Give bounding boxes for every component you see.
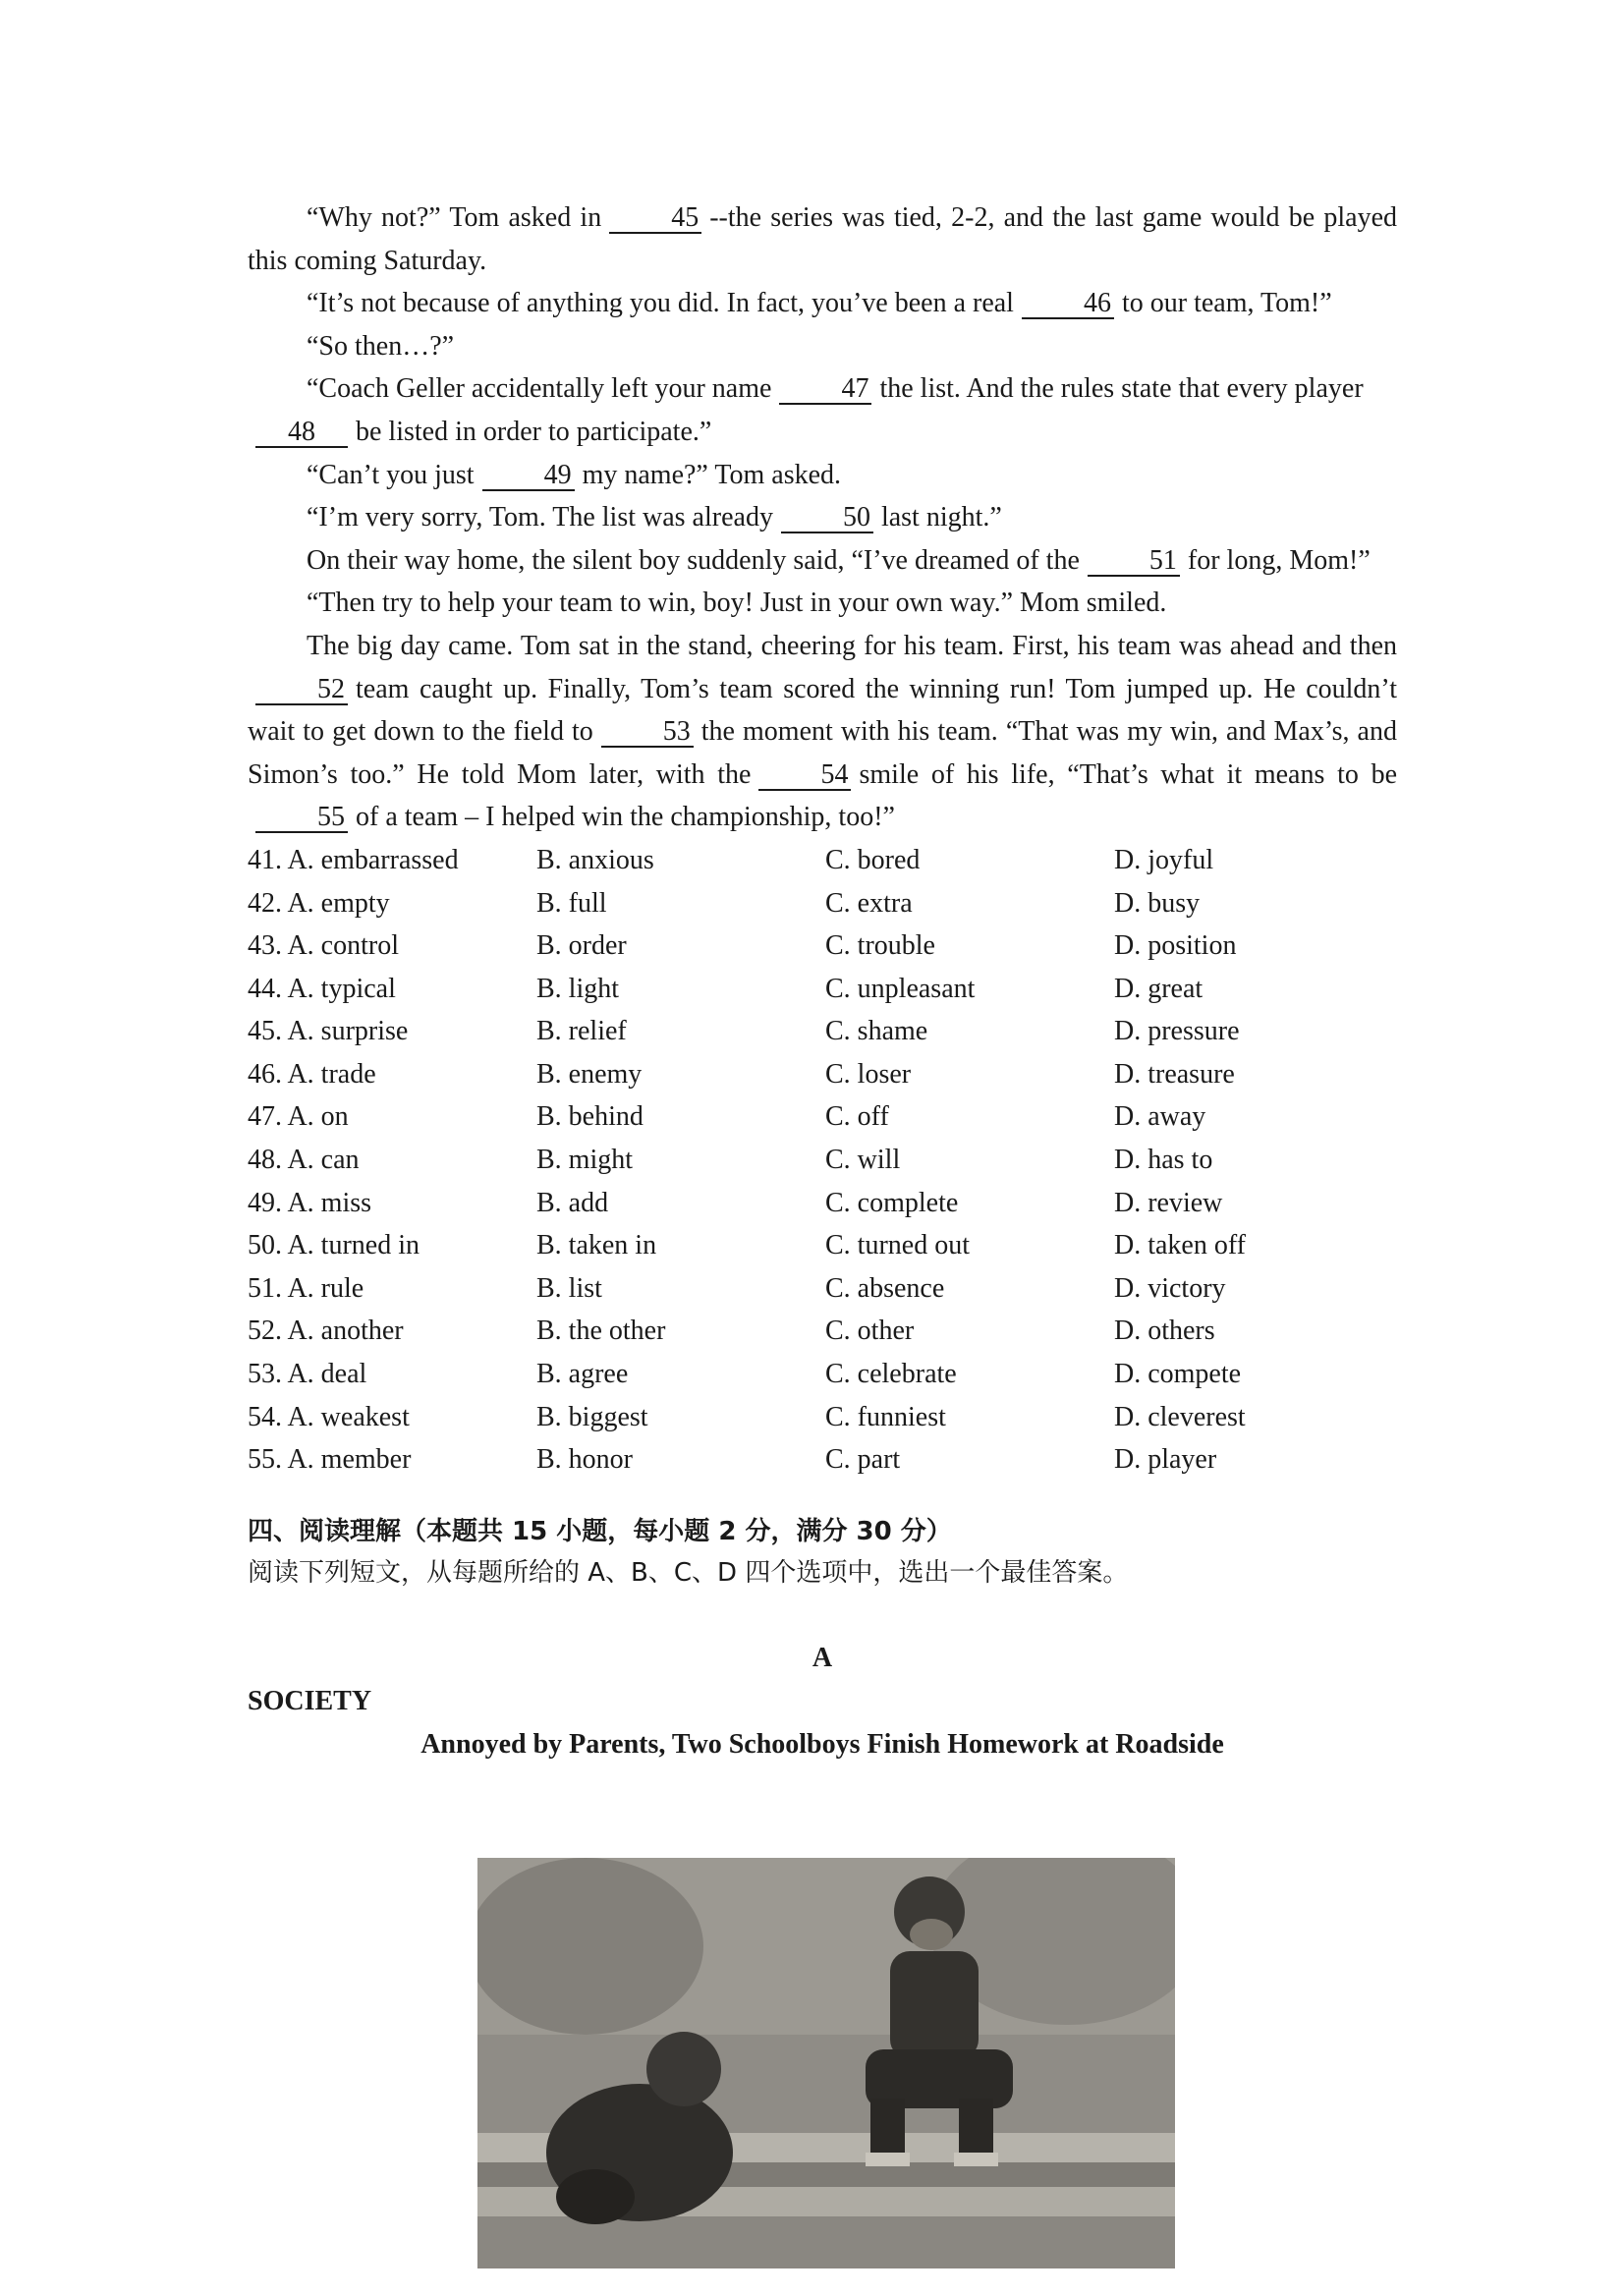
passage-paragraph <box>248 367 1397 411</box>
blank-number: 51 <box>1088 547 1180 577</box>
option-choice: D. joyful <box>1114 844 1214 875</box>
option-choice: D. busy <box>1114 887 1201 919</box>
option-choice: B. might <box>536 1145 634 1176</box>
passage-letter: A <box>812 1642 833 1673</box>
option-row <box>248 1053 1397 1096</box>
paragraph-text-after: last night.” <box>880 502 1002 533</box>
option-choice: D. others <box>1114 1316 1215 1347</box>
paragraph-text: “Then try to help your team to win, boy! Just in your own way.” Mom smiled. <box>307 588 1167 619</box>
option-row <box>248 1267 1397 1311</box>
passage-paragraph <box>248 411 1397 454</box>
section-heading: 四、阅读理解（本题共 15 小题，每小题 2 分，满分 30 分） <box>248 1516 952 1546</box>
option-row <box>248 1396 1397 1439</box>
final-text-3: the moment with his team. “That was my win, and Max’s, and Simon’s too.” He told Mom later, with the <box>248 716 1397 790</box>
paragraph-text-before: “Can’t you just <box>307 459 475 490</box>
option-choice: 41. A. embarrassed <box>248 844 459 875</box>
option-row <box>248 1224 1397 1267</box>
option-row <box>248 1438 1397 1482</box>
option-choice: C. will <box>825 1145 901 1176</box>
option-row <box>248 839 1397 882</box>
option-choice: C. funniest <box>825 1401 946 1432</box>
option-choice: C. trouble <box>825 930 935 962</box>
blank-number: 47 <box>779 375 871 405</box>
option-choice: B. biggest <box>536 1401 648 1432</box>
option-choice: 44. A. typical <box>248 973 396 1004</box>
section-instruction: 阅读下列短文，从每题所给的 A、B、C、D 四个选项中，选出一个最佳答案。 <box>248 1557 1129 1588</box>
option-choice: D. position <box>1114 930 1237 962</box>
option-choice: D. treasure <box>1114 1058 1235 1090</box>
paragraph-text-after: the list. And the rules state that every player <box>879 373 1364 405</box>
passage-paragraph <box>248 582 1397 625</box>
option-choice: 43. A. control <box>248 930 399 962</box>
paragraph-text-before: “It’s not because of anything you did. In fact, you’ve been a real <box>307 288 1014 319</box>
blank-number: 49 <box>482 462 575 491</box>
passage-paragraph <box>248 539 1397 583</box>
option-choice: C. part <box>825 1444 901 1476</box>
article-photo <box>477 1858 1175 2268</box>
paragraph-text-after: for long, Mom!” <box>1187 544 1371 576</box>
passage-paragraph <box>248 454 1397 497</box>
option-row <box>248 1095 1397 1139</box>
paragraph-text-after: --the series was tied, 2-2, and the last game would be played this coming Saturday. <box>248 202 1397 276</box>
paragraph-text-before: “Coach Geller accidentally left your name <box>307 373 772 405</box>
option-choice: B. taken in <box>536 1230 657 1261</box>
option-choice: 47. A. on <box>248 1101 349 1133</box>
final-text-2: team caught up. Finally, Tom’s team scored the winning run! Tom jumped up. He couldn’t wait to get down to the field to <box>248 673 1397 748</box>
option-choice: D. great <box>1114 973 1203 1004</box>
passage-paragraph <box>248 496 1397 539</box>
option-choice: 55. A. member <box>248 1444 412 1476</box>
paragraph-text-after: to our team, Tom!” <box>1121 288 1332 319</box>
option-choice: B. the other <box>536 1316 666 1347</box>
option-row <box>248 1310 1397 1353</box>
option-choice: D. pressure <box>1114 1016 1240 1047</box>
paragraph-text-after: be listed in order to participate.” <box>356 416 712 447</box>
blank-number: 50 <box>781 504 873 533</box>
option-choice: B. light <box>536 973 620 1004</box>
option-choice: 54. A. weakest <box>248 1401 410 1432</box>
photo-illustration <box>477 1858 1175 2268</box>
option-choice: C. absence <box>825 1272 945 1304</box>
option-choice: C. bored <box>825 844 921 875</box>
option-choice: B. full <box>536 887 607 919</box>
blank-number: 45 <box>609 204 701 234</box>
option-choice: 42. A. empty <box>248 887 390 919</box>
option-choice: C. unpleasant <box>825 973 976 1004</box>
option-choice: D. review <box>1114 1187 1223 1218</box>
final-text-1: The big day came. Tom sat in the stand, cheering for his team. First, his team was ahead and then <box>307 630 1397 661</box>
option-choice: B. relief <box>536 1016 627 1047</box>
option-row <box>248 882 1397 925</box>
option-choice: C. other <box>825 1316 915 1347</box>
option-choice: D. away <box>1114 1101 1206 1133</box>
option-choice: D. taken off <box>1114 1230 1246 1261</box>
option-choice: C. complete <box>825 1187 959 1218</box>
passage-paragraph <box>248 282 1397 325</box>
exam-page <box>248 196 1397 1766</box>
option-choice: 52. A. another <box>248 1316 404 1347</box>
passage-paragraph <box>248 325 1397 368</box>
category-label: SOCIETY <box>248 1685 372 1716</box>
blank-54: 54 <box>758 761 851 791</box>
answer-options <box>248 839 1397 1482</box>
paragraph-text-before: “Why not?” Tom asked in <box>307 202 602 233</box>
option-choice: B. enemy <box>536 1058 643 1090</box>
blank-53: 53 <box>601 718 694 748</box>
paragraph-text-after: my name?” Tom asked. <box>582 459 842 490</box>
option-choice: D. compete <box>1114 1359 1242 1390</box>
option-row <box>248 1010 1397 1053</box>
option-choice: D. has to <box>1114 1145 1213 1176</box>
option-row <box>248 968 1397 1011</box>
blank-55: 55 <box>255 804 348 833</box>
option-choice: B. order <box>536 930 627 962</box>
option-choice: C. loser <box>825 1058 912 1090</box>
option-choice: 45. A. surprise <box>248 1016 409 1047</box>
option-choice: 50. A. turned in <box>248 1230 420 1261</box>
option-choice: 49. A. miss <box>248 1187 372 1218</box>
option-choice: C. turned out <box>825 1230 970 1261</box>
option-choice: B. honor <box>536 1444 633 1476</box>
blank-number: 46 <box>1022 290 1114 319</box>
option-choice: B. agree <box>536 1359 629 1390</box>
final-text-5: of a team – I helped win the championship, too!” <box>356 802 895 833</box>
option-row <box>248 924 1397 968</box>
option-choice: C. off <box>825 1101 889 1133</box>
final-paragraph <box>248 625 1397 839</box>
paragraph-text-before: “I’m very sorry, Tom. The list was already <box>307 502 773 533</box>
final-text-4: smile of his life, “That’s what it means to be <box>859 758 1397 790</box>
option-choice: 46. A. trade <box>248 1058 376 1090</box>
option-choice: C. shame <box>825 1016 928 1047</box>
option-choice: 51. A. rule <box>248 1272 364 1304</box>
blank-52: 52 <box>255 676 348 705</box>
option-choice: C. celebrate <box>825 1359 957 1390</box>
option-choice: 48. A. can <box>248 1145 360 1176</box>
option-choice: B. add <box>536 1187 609 1218</box>
article-headline: Annoyed by Parents, Two Schoolboys Finish Homework at Roadside <box>420 1728 1224 1760</box>
cloze-passage <box>248 196 1397 625</box>
option-choice: D. cleverest <box>1114 1401 1246 1432</box>
option-choice: B. anxious <box>536 844 654 875</box>
paragraph-text: “So then…?” <box>307 330 455 362</box>
option-row <box>248 1139 1397 1182</box>
option-choice: B. list <box>536 1272 602 1304</box>
option-choice: 53. A. deal <box>248 1359 367 1390</box>
option-choice: D. player <box>1114 1444 1217 1476</box>
passage-paragraph <box>248 196 1397 282</box>
blank-number: 48 <box>255 419 348 448</box>
option-choice: B. behind <box>536 1101 644 1133</box>
option-row <box>248 1182 1397 1225</box>
paragraph-text-before: On their way home, the silent boy suddenly said, “I’ve dreamed of the <box>307 544 1080 576</box>
option-choice: C. extra <box>825 887 913 919</box>
option-choice: D. victory <box>1114 1272 1226 1304</box>
option-row <box>248 1353 1397 1396</box>
